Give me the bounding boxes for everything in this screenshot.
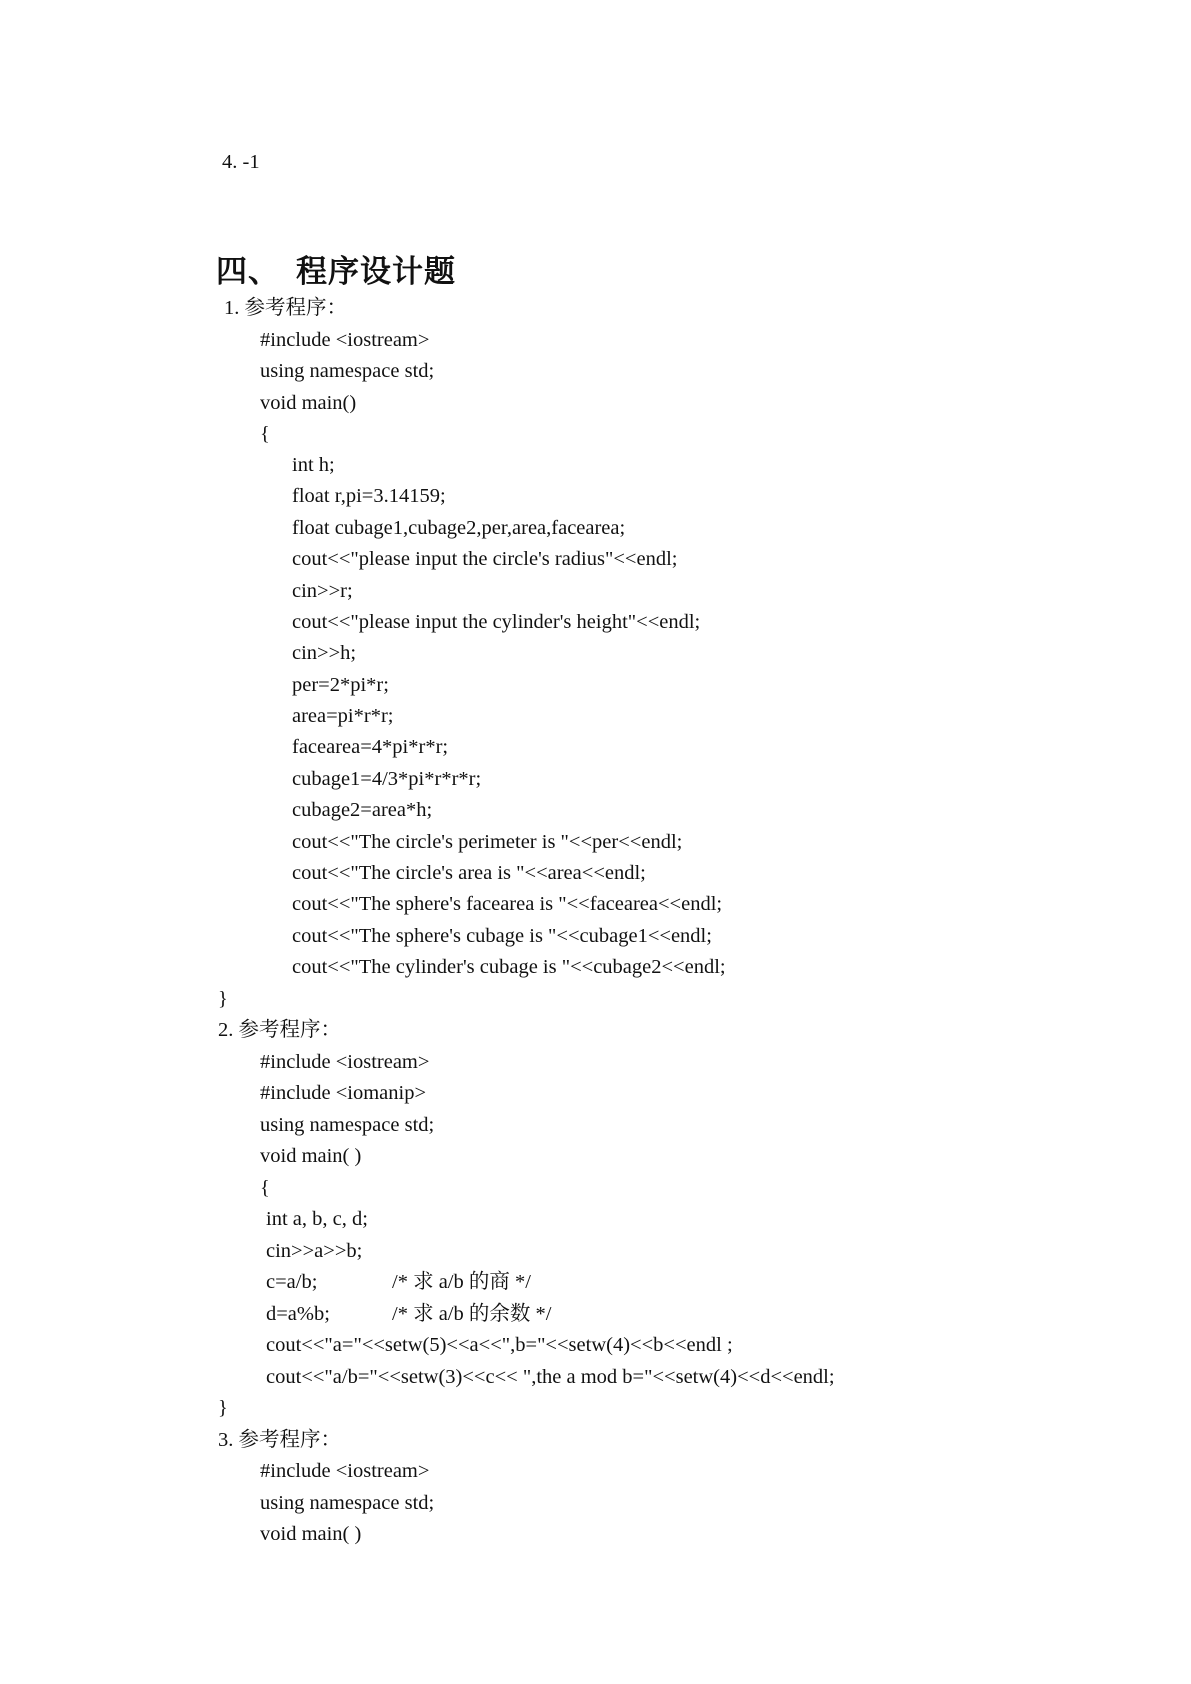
code-comment: /* 求 a/b 的余数 */ [392, 1303, 552, 1325]
code-line: cout<<"a/b="<<setw(3)<<c<< ",the a mod b="<<setw(4)<<d<<endl; [266, 1366, 835, 1388]
section-title: 程序设计题 [296, 254, 456, 289]
code-line: using namespace std; [260, 1114, 435, 1136]
code-line: void main( ) [260, 1523, 362, 1545]
code-line: cout<<"The circle's perimeter is "<<per<<endl; [292, 831, 683, 853]
code-line: cout<<"The circle's area is "<<area<<endl; [292, 862, 646, 884]
code-line: int a, b, c, d; [266, 1208, 368, 1230]
code-line: area=pi*r*r; [292, 705, 394, 727]
q1-label: 1. 参考程序： [224, 297, 347, 319]
previous-answer-4: 4. -1 [222, 151, 260, 173]
code-line: cubage2=area*h; [292, 799, 433, 821]
code-line: { [260, 423, 270, 445]
code-line: cin>>r; [292, 580, 353, 602]
code-line: void main() [260, 392, 357, 414]
code-line: cout<<"please input the circle's radius"<<endl; [292, 548, 678, 570]
code-line: cout<<"The sphere's cubage is "<<cubage1<<endl; [292, 925, 712, 947]
code-line: c=a/b; [266, 1271, 318, 1293]
code-line: d=a%b; [266, 1303, 330, 1325]
code-line: #include <iostream> [260, 1460, 430, 1482]
code-line: cubage1=4/3*pi*r*r*r; [292, 768, 482, 790]
code-line: #include <iostream> [260, 329, 430, 351]
code-line: facearea=4*pi*r*r; [292, 736, 449, 758]
code-line: float cubage1,cubage2,per,area,facearea; [292, 517, 626, 539]
code-line: cout<<"please input the cylinder's height"<<endl; [292, 611, 701, 633]
code-line: cin>>a>>b; [266, 1240, 363, 1262]
code-line: float r,pi=3.14159; [292, 485, 446, 507]
code-line: cin>>h; [292, 642, 357, 664]
code-line: cout<<"a="<<setw(5)<<a<<",b="<<setw(4)<<b<<endl ; [266, 1334, 733, 1356]
code-line: { [260, 1177, 270, 1199]
code-line: cout<<"The cylinder's cubage is "<<cubage2<<endl; [292, 956, 726, 978]
code-line: #include <iostream> [260, 1051, 430, 1073]
code-line: } [218, 988, 228, 1010]
code-line: void main( ) [260, 1145, 362, 1167]
code-line: using namespace std; [260, 1492, 435, 1514]
code-line: cout<<"The sphere's facearea is "<<facearea<<endl; [292, 893, 723, 915]
code-line: per=2*pi*r; [292, 674, 389, 696]
code-line: int h; [292, 454, 335, 476]
section-number: 四、 [216, 254, 280, 289]
code-line: } [218, 1397, 228, 1419]
code-comment: /* 求 a/b 的商 */ [392, 1271, 531, 1293]
q2-label: 2. 参考程序： [218, 1019, 341, 1041]
q3-label: 3. 参考程序： [218, 1429, 341, 1451]
code-line: #include <iomanip> [260, 1082, 427, 1104]
code-line: using namespace std; [260, 360, 435, 382]
